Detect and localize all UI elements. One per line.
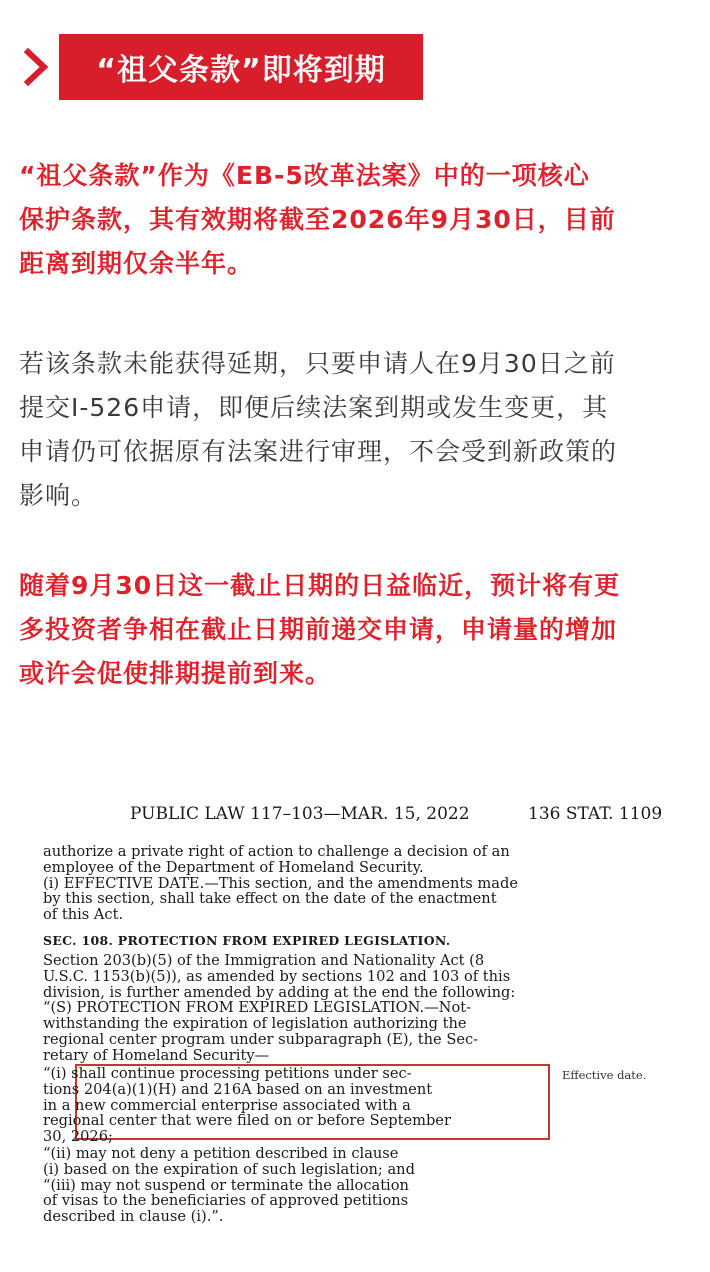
law-highlighted-clause: “(i) shall continue processing petitions under sec- tions 204(a)(1)(H) and 216A based on an investment in a new commercial enterprise associated with a regional center that were filed on or before September 30, 2026; (43, 1065, 451, 1146)
law-section-title: SEC. 108. PROTECTION FROM EXPIRED LEGISLATION. (43, 933, 451, 948)
law-section-body: Section 203(b)(5) of the Immigration and Nationality Act (8 U.S.C. 1153(b)(5)), as amended by sections 102 and 103 of this division, is further amended by adding at the end the following: “(S) PROTECTION FROM EXPIRED LEGISLATION.—Not- withstanding the expiration of legislation authorizing the regional center program under subparagraph (E), the Sec- retary of Homeland Security— (43, 952, 516, 1064)
law-page-header: PUBLIC LAW 117–103—MAR. 15, 2022 (130, 804, 470, 824)
section-title: “祖父条款”即将到期 (59, 34, 423, 100)
paragraph-extension-note: 若该条款未能获得延期，只要申请人在9月30日之前 提交I-526申请，即便后续法案到期或发生变更，其 申请仍可依据原有法案进行审理，不会受到新政策的 影响。 (19, 349, 618, 510)
paragraph-grandfather-clause: “祖父条款”作为《EB-5改革法案》中的一项核心 保护条款，其有效期将截至2026年9月30日，目前 距离到期仅余半年。 (19, 161, 616, 278)
law-side-note: Effective date. (562, 1068, 647, 1082)
law-excerpt-image (0, 786, 710, 1272)
paragraph-deadline-outlook: 随着9月30日这一截止日期的日益临近，预计将有更 多投资者争相在截止日期前递交申请，申请量的增加 或许会促使排期提前到来。 (19, 571, 621, 688)
chevron-right-icon (22, 48, 52, 86)
law-stat-number: 136 STAT. 1109 (528, 804, 663, 824)
law-text-after: “(ii) may not deny a petition described in clause (i) based on the expiration of such legislation; and “(iii) may not suspend or terminate the allocation of visas to the beneficiaries of approved petitions described in clause (i).”. (43, 1145, 415, 1226)
section-header (0, 34, 710, 100)
law-text-before: authorize a private right of action to challenge a decision of an employee of the Department of Homeland Security. (i) EFFECTIVE DATE.—This section, and the amendments made by this section, shall take effect on the date of the enactment of this Act. (43, 843, 518, 924)
